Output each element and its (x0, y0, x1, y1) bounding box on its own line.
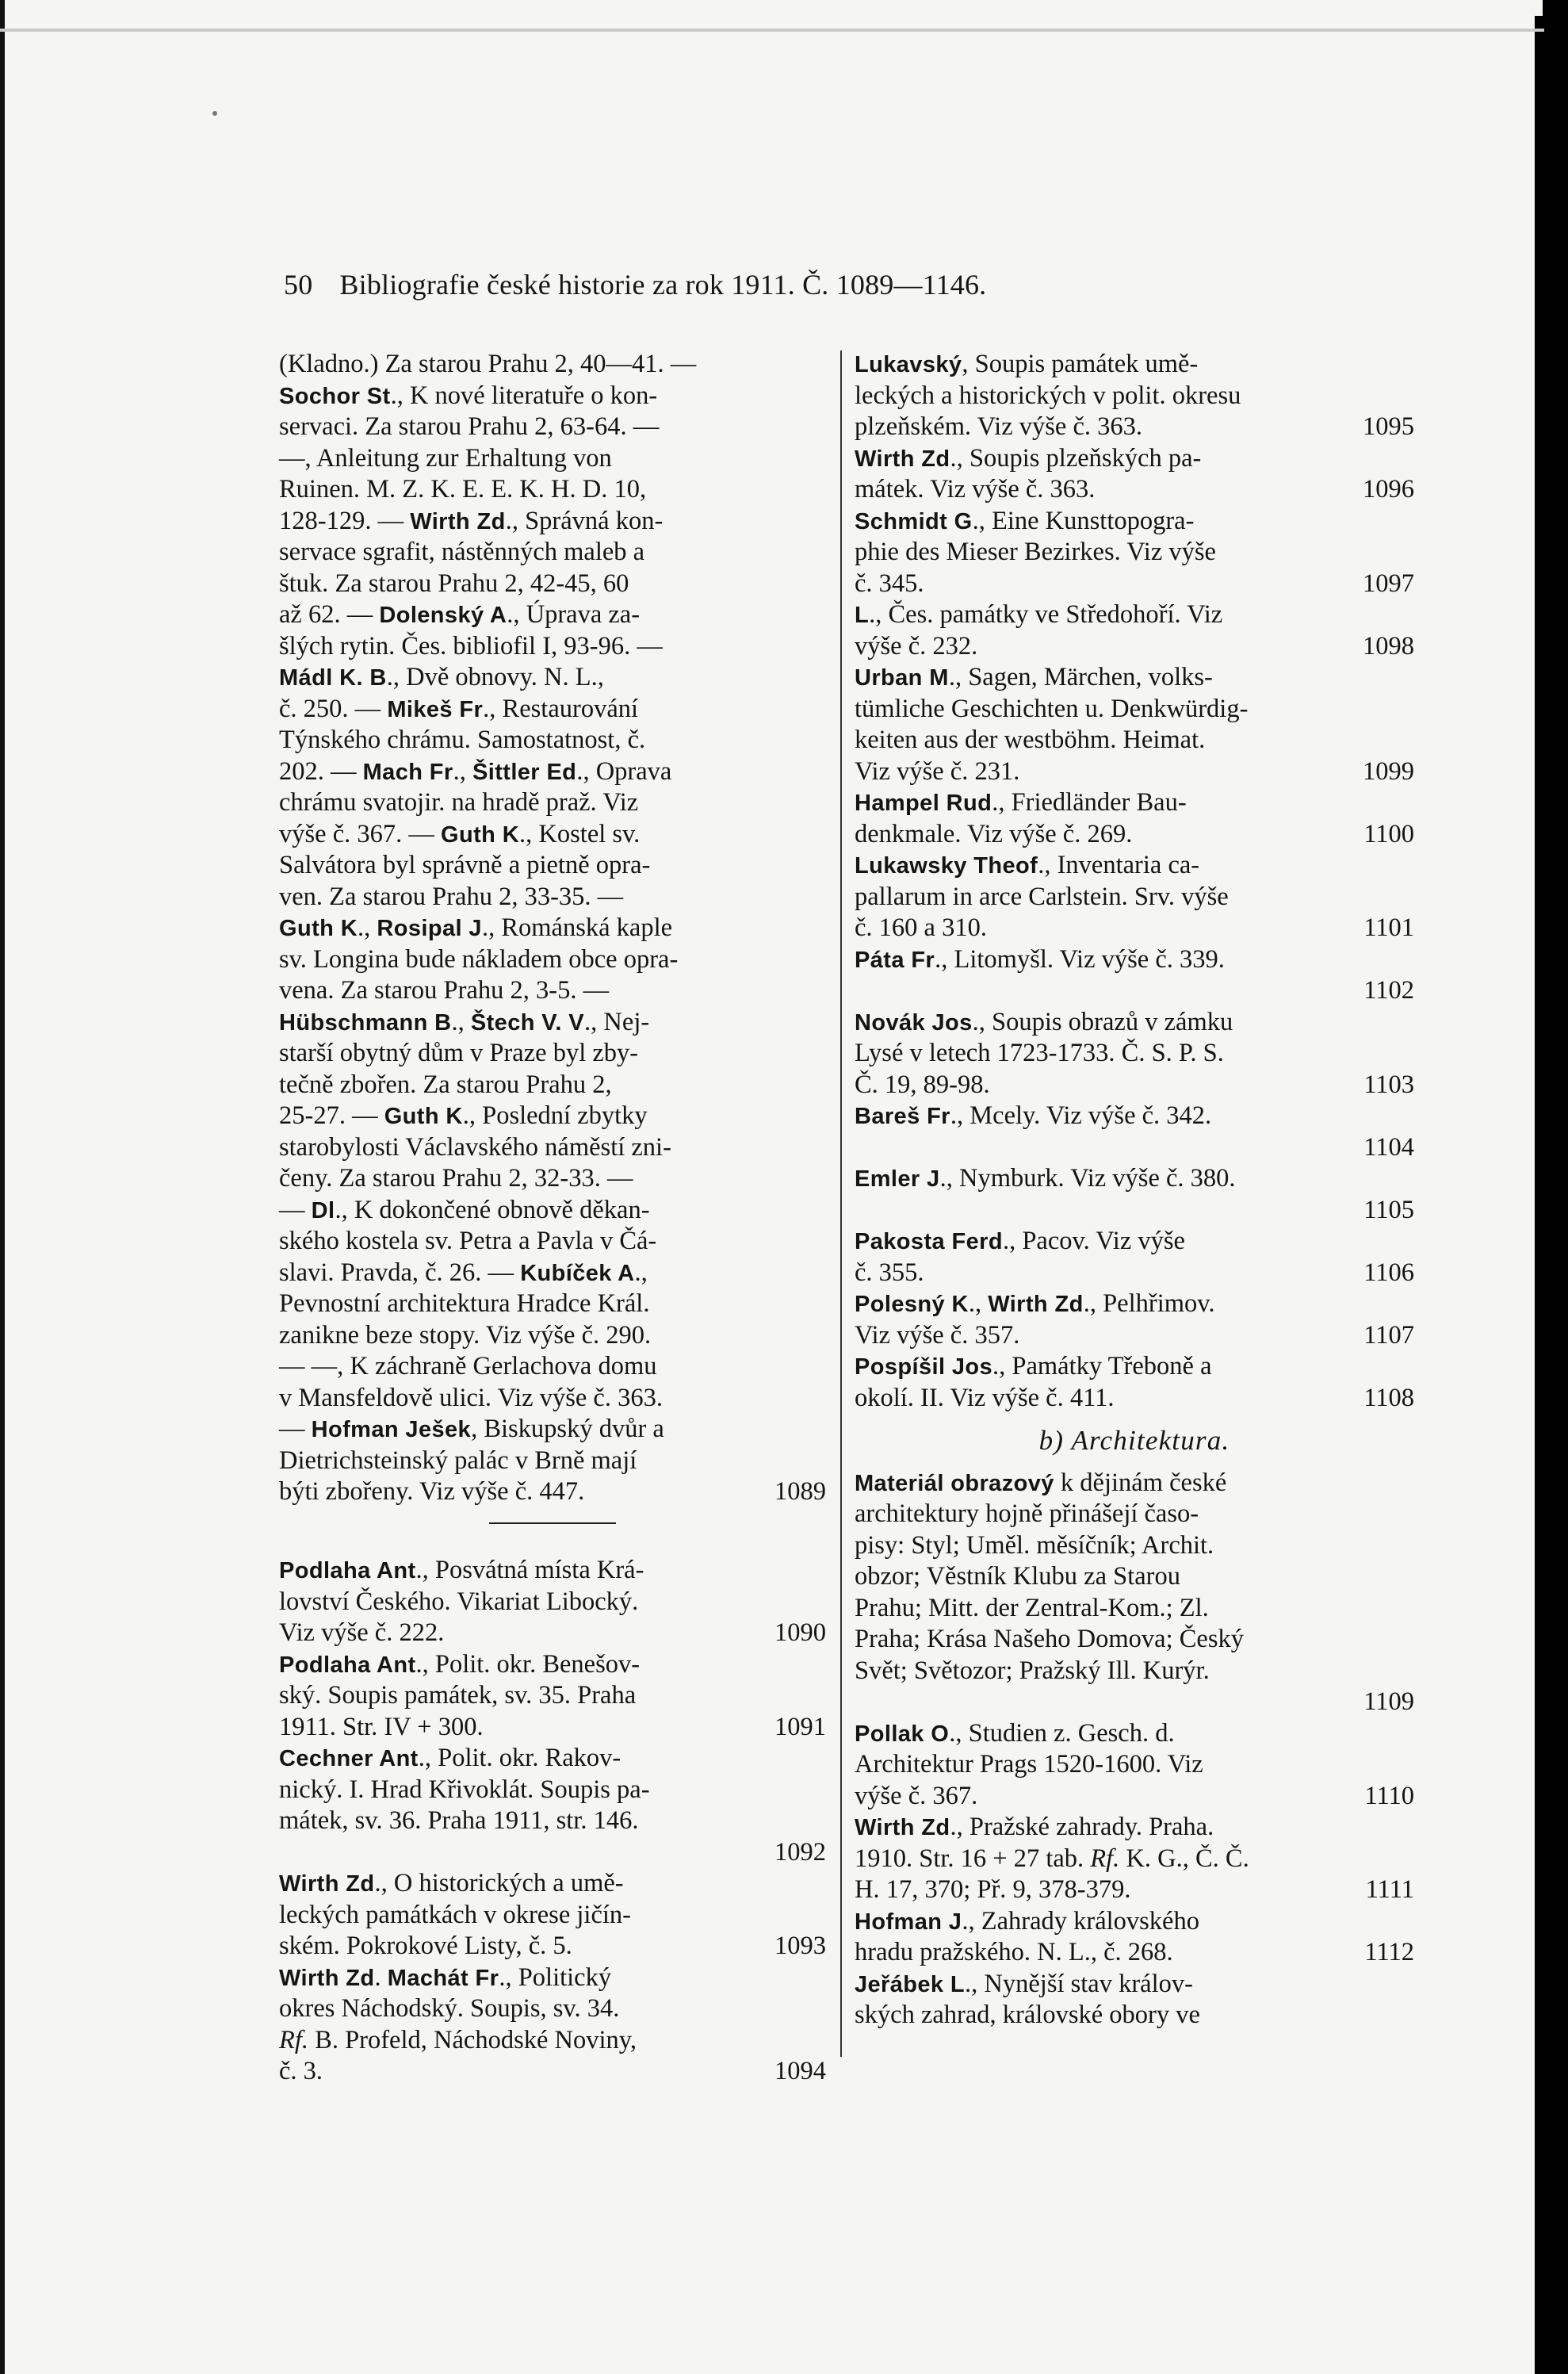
line-text: phie des Mieser Bezirkes. Viz výše (855, 538, 1216, 566)
entry-number: 1108 (1363, 1383, 1414, 1412)
entry-number: 1097 (1363, 569, 1414, 598)
line-text: Polesný K., Wirth Zd., Pelhřimov. (855, 1289, 1215, 1318)
text-line (855, 882, 1414, 913)
line-text: architektury hojně přinášejí časo- (855, 1499, 1199, 1528)
entry-number: 1090 (774, 1618, 826, 1647)
text-line (855, 1624, 1414, 1656)
italic-abbrev: Rf. (279, 2025, 309, 2054)
author-name: Lukavský (855, 352, 962, 377)
author-name: Guth K (384, 1104, 463, 1129)
author-name: Materiál obrazový (855, 1470, 1054, 1496)
text-line (855, 1258, 1414, 1289)
line-text: Prahu; Mitt. der Zentral-Kom.; Zl. (855, 1593, 1209, 1622)
line-text: ském. Pokrokové Listy, č. 5. (279, 1932, 572, 1960)
text-line (855, 1906, 1414, 1938)
author-name: Hofman J (855, 1909, 962, 1935)
entry-number: 1112 (1364, 1938, 1414, 1966)
author-name: Schmidt G (855, 508, 973, 534)
author-name: Rosipal J (377, 916, 482, 941)
text-line (279, 1837, 826, 1869)
left-column (279, 349, 826, 2088)
entry-number: 1098 (1363, 631, 1414, 661)
author-name: Mach Fr (362, 759, 453, 785)
line-text: č. 3. (279, 2057, 323, 2085)
text-line (855, 1351, 1414, 1383)
author-name: Guth K (441, 821, 520, 848)
text-line (279, 2056, 826, 2088)
line-text: Pospíšil Jos., Památky Třeboně a (855, 1352, 1212, 1380)
text-line (855, 381, 1414, 412)
text-line (855, 1656, 1414, 1687)
text-line (855, 1383, 1414, 1415)
line-text: č. 160 a 310. (855, 913, 987, 942)
line-text: Páta Fr., Litomyšl. Viz výše č. 339. (855, 944, 1225, 974)
author-name: Podlaha Ant (279, 1558, 416, 1583)
author-name: Pospíšil Jos (855, 1354, 993, 1380)
text-line (855, 975, 1414, 1007)
text-line (279, 381, 826, 412)
text-line (855, 1288, 1414, 1320)
line-text: č. 250. — Mikeš Fr., Restaurování (279, 694, 639, 723)
line-text: ských zahrad, královské obory ve (855, 2001, 1200, 2029)
entry-number: 1091 (774, 1712, 826, 1741)
author-name: L (855, 603, 870, 628)
text-line (855, 599, 1414, 631)
line-text: Viz výše č. 357. (855, 1320, 1020, 1350)
line-text: Podlaha Ant., Posvátná místa Krá- (279, 1556, 644, 1584)
author-name: Pakosta Ferd (855, 1229, 1003, 1254)
text-line (279, 1962, 826, 1994)
text-line (855, 787, 1414, 819)
text-line (279, 506, 826, 538)
text-line (855, 1101, 1414, 1132)
text-line (855, 474, 1414, 506)
scan-edge-right (1535, 16, 1568, 2374)
entry-number: 1109 (1363, 1687, 1414, 1716)
text-line (855, 756, 1414, 788)
author-name: Polesný K (855, 1292, 969, 1317)
text-line (279, 1618, 826, 1649)
line-text: Dietrichsteinský palác v Brně mají (279, 1445, 637, 1475)
line-text: mátek. Viz výše č. 363. (855, 475, 1096, 504)
scan-edge-left (0, 0, 5, 2374)
line-text: výše č. 232. (855, 631, 978, 661)
author-name: Wirth Zd (855, 446, 950, 472)
entry-number: 1099 (1363, 756, 1414, 786)
line-text: Bareš Fr., Mcely. Viz výše č. 342. (855, 1101, 1212, 1130)
text-line (855, 2000, 1414, 2031)
text-line (279, 1101, 826, 1132)
line-text: 128-129. — Wirth Zd., Správná kon- (279, 506, 664, 535)
text-line (279, 1258, 826, 1289)
author-name: Kubíček A (520, 1260, 635, 1286)
line-text: Mádl K. B., Dvě obnovy. N. L., (279, 663, 604, 691)
text-line (279, 1351, 826, 1383)
text-line (855, 1593, 1414, 1625)
author-name: Wirth Zd (855, 1815, 950, 1840)
line-text: nický. I. Hrad Křivoklát. Soupis pa- (279, 1775, 650, 1804)
line-text: servaci. Za starou Prahu 2, 63-64. — (279, 412, 660, 441)
text-line (855, 913, 1414, 944)
entry-number: 1104 (1363, 1132, 1414, 1162)
text-line (279, 1007, 826, 1039)
line-text: Rf. B. Profeld, Náchodské Noviny, (279, 2025, 637, 2054)
line-text: starobylosti Václavského náměstí zni- (279, 1132, 671, 1162)
line-text: tümliche Geschichten u. Denkwürdig- (855, 694, 1249, 723)
line-text: Lukavský, Soupis památek umě- (855, 350, 1199, 378)
line-text: Wirth Zd., O historických a umě- (279, 1869, 624, 1897)
line-text: Viz výše č. 231. (855, 756, 1020, 786)
text-line (279, 944, 826, 976)
text-line (855, 819, 1414, 851)
line-text: až 62. — Dolenský A., Úprava za- (279, 600, 641, 629)
text-line (855, 1038, 1414, 1070)
text-line (279, 631, 826, 663)
line-text: okolí. II. Viz výše č. 411. (855, 1383, 1115, 1412)
section-rule (279, 1508, 826, 1540)
entry-number: 1092 (774, 1837, 826, 1867)
line-text: Urban M., Sagen, Märchen, volks- (855, 663, 1213, 691)
text-line (279, 1900, 826, 1932)
text-line (855, 569, 1414, 600)
author-name: Mikeš Fr (387, 696, 484, 722)
page-number: 50 (284, 269, 313, 301)
text-line (279, 2025, 826, 2057)
line-text: Guth K., Rosipal J., Románská kaple (279, 913, 673, 942)
text-line (279, 1931, 826, 1962)
line-text: keiten aus der westböhm. Heimat. (855, 726, 1206, 754)
text-line (279, 349, 826, 381)
line-text: č. 355. (855, 1258, 924, 1287)
entry-number: 1105 (1363, 1195, 1414, 1224)
line-text: Wirth Zd. Machát Fr., Politický (279, 1962, 612, 1992)
text-line (279, 1070, 826, 1101)
line-text: (Kladno.) Za starou Prahu 2, 40—41. — (279, 350, 697, 378)
text-line (855, 1718, 1414, 1750)
line-text: — Hofman Ješek, Biskupský dvůr a (279, 1415, 664, 1443)
author-name: Dolenský A (379, 603, 507, 628)
entry-number: 1101 (1363, 913, 1414, 942)
text-line (855, 1874, 1414, 1906)
text-line (279, 1445, 826, 1477)
text-line (855, 1070, 1414, 1101)
column-divider (840, 350, 842, 2057)
author-name: Wirth Zd (988, 1292, 1084, 1317)
line-text: 1911. Str. IV + 300. (279, 1712, 484, 1741)
author-name: Urban M (855, 665, 949, 691)
line-text: okres Náchodský. Soupis, sv. 34. (279, 1994, 620, 2023)
text-line (855, 1812, 1414, 1844)
author-name: Hampel Rud (855, 791, 992, 816)
entry-number: 1103 (1363, 1070, 1414, 1099)
line-text: Schmidt G., Eine Kunsttopogra- (855, 506, 1195, 535)
entry-number: 1093 (774, 1932, 826, 1960)
text-line (279, 1476, 826, 1508)
text-line (855, 1195, 1414, 1227)
line-text: vena. Za starou Prahu 2, 3-5. — (279, 976, 610, 1005)
author-name: Wirth Zd (410, 508, 506, 534)
author-name: Mádl K. B (279, 665, 387, 691)
text-line (855, 944, 1414, 976)
text-line (279, 1587, 826, 1618)
line-text: sv. Longina bude nákladem obce opra- (279, 944, 679, 974)
text-line (855, 725, 1414, 756)
line-text: — Dl., K dokončené obnově děkan- (279, 1195, 650, 1224)
line-text: Svět; Světozor; Pražský Ill. Kurýr. (855, 1656, 1210, 1685)
line-text: ven. Za starou Prahu 2, 33-35. — (279, 882, 624, 911)
line-text: ského kostela sv. Petra a Pavla v Čá- (279, 1227, 657, 1255)
text-line (279, 1712, 826, 1744)
line-text: Architektur Prags 1520-1600. Viz (855, 1750, 1203, 1779)
line-text: č. 345. (855, 569, 924, 598)
author-name: Páta Fr (855, 947, 935, 973)
text-line (855, 537, 1414, 569)
author-name: Jeřábek L (855, 1971, 966, 1997)
line-text: Týnského chrámu. Samostatnost, č. (279, 726, 646, 754)
text-line (855, 1132, 1414, 1164)
author-name: Emler J (855, 1166, 940, 1192)
text-line (279, 1226, 826, 1258)
text-line (279, 474, 826, 506)
line-text: štuk. Za starou Prahu 2, 42-45, 60 (279, 569, 629, 598)
text-line (279, 1805, 826, 1837)
text-line (855, 443, 1414, 475)
text-line (279, 537, 826, 569)
text-line (855, 1468, 1414, 1499)
text-line (855, 506, 1414, 538)
text-line (855, 694, 1414, 726)
line-text: Ruinen. M. Z. K. E. E. K. H. D. 10, (279, 475, 647, 504)
line-text: výše č. 367. (855, 1781, 978, 1810)
entry-number: 1096 (1363, 475, 1414, 504)
text-line (279, 1649, 826, 1681)
ink-speck (212, 111, 217, 116)
line-text: Jeřábek L., Nynější stav králov- (855, 1969, 1193, 1998)
line-text: ský. Soupis památek, sv. 35. Praha (279, 1681, 637, 1710)
line-text: chrámu svatojir. na hradě praž. Viz (279, 788, 639, 817)
text-line (855, 349, 1414, 381)
text-line (855, 1007, 1414, 1039)
line-text: Pakosta Ferd., Pacov. Viz výše (855, 1227, 1185, 1255)
line-text: —, Anleitung zur Erhaltung von (279, 443, 612, 473)
line-text: L., Čes. památky ve Středohoří. Viz (855, 600, 1223, 629)
line-text: Emler J., Nymburk. Viz výše č. 380. (855, 1164, 1236, 1193)
text-line (279, 412, 826, 443)
author-name: Machát Fr (387, 1965, 499, 1991)
line-text: Materiál obrazový k dějinám české (855, 1468, 1227, 1497)
line-text: leckých a historických v polit. okresu (855, 381, 1241, 410)
text-line (279, 1743, 826, 1775)
line-text: 25-27. — Guth K., Poslední zbytky (279, 1101, 648, 1130)
line-text: Salvátora byl správně a pietně opra- (279, 851, 651, 879)
line-text: leckých památkách v okrese jičín- (279, 1900, 631, 1929)
line-text: šlých rytin. Čes. bibliofil I, 93-96. — (279, 631, 663, 661)
text-line (279, 1038, 826, 1070)
text-line (855, 1530, 1414, 1562)
line-text: Pollak O., Studien z. Gesch. d. (855, 1718, 1175, 1748)
author-name: Šittler Ed (472, 759, 577, 785)
text-line (855, 850, 1414, 882)
text-line (279, 913, 826, 944)
author-name: Lukawsky Theof (855, 853, 1038, 879)
text-line (279, 1383, 826, 1415)
text-line (279, 787, 826, 819)
entry-number: 1106 (1363, 1258, 1414, 1287)
text-line (279, 1868, 826, 1900)
header-title: Bibliografie české historie za rok 1911. Č. 1089—1146. (339, 269, 987, 301)
italic-abbrev: Rf. (1090, 1844, 1120, 1873)
text-line (855, 1687, 1414, 1718)
line-text: zanikne beze stopy. Viz výše č. 290. (279, 1320, 652, 1350)
text-line (855, 1163, 1414, 1195)
author-name: Cechner Ant (279, 1746, 419, 1771)
entry-number: 1094 (774, 2057, 826, 2085)
running-header (284, 268, 986, 301)
line-text: 202. — Mach Fr., Šittler Ed., Oprava (279, 756, 672, 786)
text-line (279, 1163, 826, 1195)
line-text: lovství Českého. Vikariat Libocký. (279, 1587, 639, 1616)
line-text: tečně zbořen. Za starou Prahu 2, (279, 1070, 612, 1099)
line-text: Praha; Krása Našeho Domova; Český (855, 1625, 1244, 1653)
line-text: Lysé v letech 1723-1733. Č. S. P. S. (855, 1039, 1224, 1067)
line-text: H. 17, 370; Př. 9, 378-379. (855, 1875, 1131, 1904)
text-line (279, 1680, 826, 1712)
line-text: plzeňském. Viz výše č. 363. (855, 412, 1142, 441)
text-line (855, 1749, 1414, 1781)
text-line (855, 1499, 1414, 1530)
text-line (279, 1132, 826, 1164)
line-text: Podlaha Ant., Polit. okr. Benešov- (279, 1649, 641, 1679)
entry-number: 1111 (1365, 1875, 1414, 1904)
text-line (279, 850, 826, 882)
line-text: hradu pražského. N. L., č. 268. (855, 1938, 1173, 1966)
author-name: Wirth Zd (279, 1965, 375, 1991)
text-line (279, 1555, 826, 1587)
text-line (279, 443, 826, 475)
text-line (279, 1195, 826, 1227)
line-text: pallarum in arce Carlstein. Srv. výše (855, 882, 1229, 911)
line-text: býti zbořeny. Viz výše č. 447. (279, 1477, 585, 1506)
line-text: mátek, sv. 36. Praha 1911, str. 146. (279, 1806, 639, 1835)
text-line (855, 1937, 1414, 1969)
text-line (279, 599, 826, 631)
author-name: Hübschmann B (279, 1009, 452, 1036)
author-name: Podlaha Ant (279, 1652, 416, 1678)
line-text: Cechner Ant., Polit. okr. Rakov- (279, 1744, 621, 1772)
text-line (855, 1226, 1414, 1258)
line-text: Hampel Rud., Friedländer Bau- (855, 788, 1187, 817)
line-text: Novák Jos., Soupis obrazů v zámku (855, 1007, 1233, 1036)
text-line (279, 694, 826, 726)
text-line (279, 1414, 826, 1445)
text-line (855, 662, 1414, 694)
line-text: Hofman J., Zahrady královského (855, 1906, 1199, 1936)
text-line (855, 631, 1414, 663)
line-text: obzor; Věstník Klubu za Starou (855, 1562, 1180, 1591)
text-line (855, 1781, 1414, 1813)
text-line (279, 975, 826, 1007)
author-name: Novák Jos (855, 1009, 973, 1036)
line-text: čeny. Za starou Prahu 2, 32-33. — (279, 1164, 633, 1193)
line-text: servace sgrafit, nástěnných maleb a (279, 538, 645, 566)
text-line (279, 662, 826, 694)
line-text: Hübschmann B., Štech V. V., Nej- (279, 1007, 650, 1036)
entry-number: 1089 (774, 1477, 826, 1506)
text-line (855, 1561, 1414, 1593)
line-text: 1910. Str. 16 + 27 tab. Rf. K. G., Č. Č. (855, 1844, 1249, 1873)
line-text: Wirth Zd., Soupis plzeňských pa- (855, 443, 1202, 473)
scan-top-line (0, 29, 1544, 32)
author-name: Guth K (279, 916, 358, 941)
line-text: Pevnostní architektura Hradce Král. (279, 1289, 650, 1318)
line-text: — —, K záchraně Gerlachova domu (279, 1352, 657, 1380)
text-line (855, 1969, 1414, 2001)
section-heading: b) Architektura. (1038, 1425, 1230, 1456)
line-text: Sochor St., K nové literatuře o kon- (279, 381, 658, 410)
line-text: slavi. Pravda, č. 26. — Kubíček A., (279, 1258, 648, 1287)
author-name: Sochor St (279, 383, 391, 409)
text-line (279, 1320, 826, 1352)
line-text: v Mansfeldově ulici. Viz výše č. 363. (279, 1383, 663, 1412)
entry-number: 1100 (1363, 819, 1414, 848)
entry-number: 1107 (1363, 1320, 1414, 1350)
author-name: Štech V. V (470, 1009, 585, 1036)
right-column (855, 349, 1414, 2031)
text-line (279, 819, 826, 851)
line-text: výše č. 367. — Guth K., Kostel sv. (279, 819, 641, 848)
text-line (279, 1775, 826, 1806)
text-line (279, 1288, 826, 1320)
line-text: denkmale. Viz výše č. 269. (855, 819, 1133, 848)
text-line (855, 1844, 1414, 1875)
line-text: Č. 19, 89-98. (855, 1070, 990, 1099)
entry-number: 1110 (1364, 1781, 1414, 1810)
author-name: Hofman Ješek (311, 1417, 472, 1442)
author-name: Wirth Zd (279, 1871, 375, 1897)
line-text: Lukawsky Theof., Inventaria ca- (855, 851, 1200, 879)
text-line (855, 1320, 1414, 1352)
author-name: Bareš Fr (855, 1104, 950, 1129)
text-line (279, 725, 826, 756)
text-line (279, 1993, 826, 2025)
line-text: Viz výše č. 222. (279, 1618, 445, 1647)
text-line (279, 756, 826, 788)
author-name: Pollak O (855, 1721, 950, 1747)
line-text: starší obytný dům v Praze byl zby- (279, 1039, 639, 1067)
text-line (279, 882, 826, 913)
author-name: Dl (311, 1197, 335, 1223)
line-text: pisy: Styl; Uměl. měsíčník; Archit. (855, 1530, 1214, 1560)
text-line (855, 412, 1414, 443)
line-text: Wirth Zd., Pražské zahrady. Praha. (855, 1813, 1214, 1841)
entry-number: 1095 (1363, 412, 1414, 441)
text-line (279, 569, 826, 600)
entry-number: 1102 (1363, 976, 1414, 1005)
